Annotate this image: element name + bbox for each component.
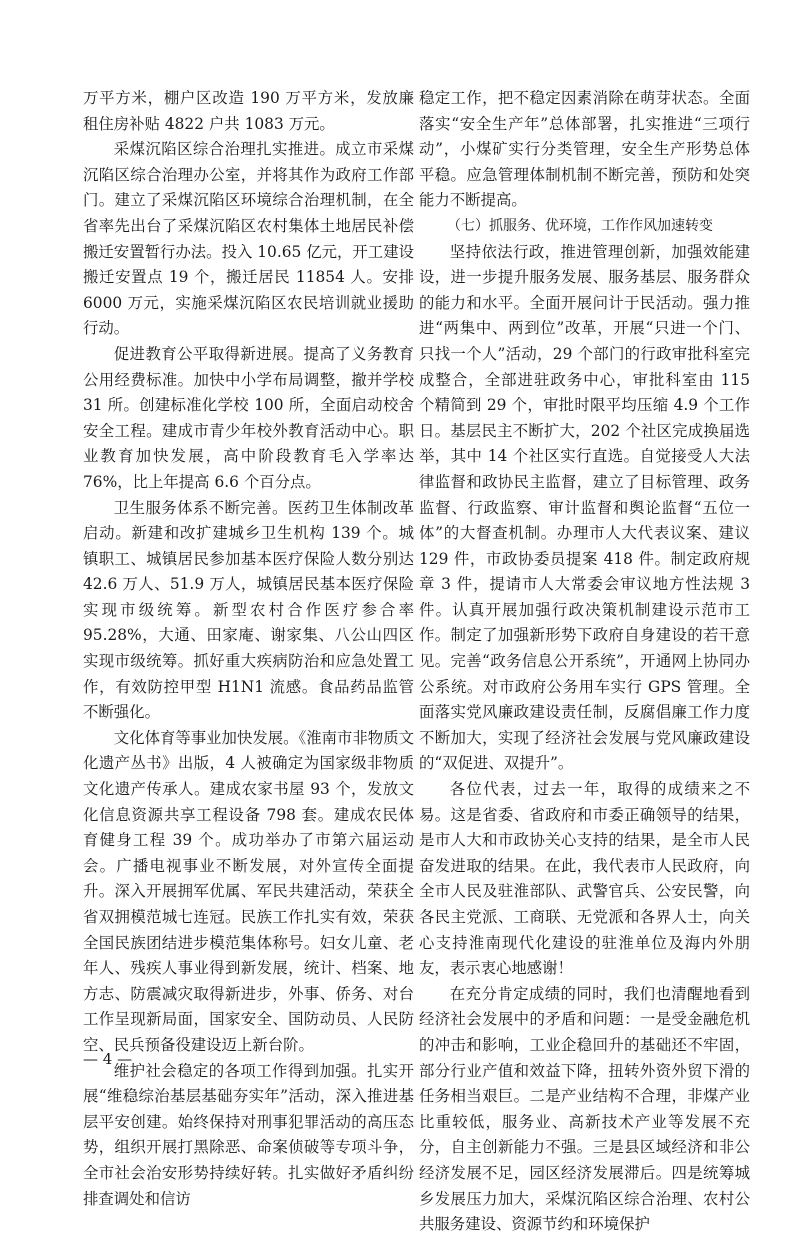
right-column (419, 86, 750, 1238)
paragraph-continuation: 万平方米，棚户区改造 190 万平方米，发放廉租住房补贴 4822 户共 1083 万元。 (83, 89, 414, 133)
paragraph-social-stability: 维护社会稳定的各项工作得到加强。扎实开展“维稳综治基层基础夯实年”活动，深入推进基层平安创建。始终保持对刑事犯罪活动的高压态势，组织开展打黑除恶、命案侦破等专项斗争，全市社会治安形势持续好转。扎实做好矛盾纠纷排查调处和信访 (83, 1061, 414, 1208)
section-heading: （七）抓服务、优环境，工作作风加速转变 (447, 217, 713, 234)
paragraph-continuation: 稳定工作，把不稳定因素消除在萌芽状态。全面落实“安全生产年”总体部署，扎实推进“三项行动”，小煤矿实行分类管理，安全生产形势总体平稳。应急管理体制机制不断完善，预防和处突能力不断提高。 (419, 89, 750, 210)
paragraph-thanks: 各位代表，过去一年，取得的成绩来之不易。这是省委、省政府和市委正确领导的结果，是市人大和市政协关心支持的结果，是全市人民奋发进取的结果。在此，我代表市人民政府，向全市人民及驻淮部队、武警官兵、公安民警，向各民主党派、工商联、无党派和各界人士，向关心支持淮南现代化建设的驻淮单位及海内外朋友，表示衷心地感谢！ (419, 780, 750, 978)
paragraph-problems: 在充分肯定成绩的同时，我们也清醒地看到经济社会发展中的矛盾和问题：一是受金融危机的冲击和影响，工业企稳回升的基础还不牢固，部分行业产值和效益下降，扭转外资外贸下滑的任务相当艰巨。二是产业结构不合理，非煤产业比重较低，服务业、高新技术产业等发展不充分，自主创新能力不强。三是县区域经济和非公经济发展不足，园区经济发展滞后。四是统筹城乡发展压力加大，采煤沉陷区综合治理、农村公共服务建设、资源节约和环境保护 (419, 984, 750, 1234)
left-column (83, 86, 414, 1212)
paragraph-education: 促进教育公平取得新进展。提高了义务教育公用经费标准。加快中小学布局调整，撤并学校 31 所。创建标准化学校 100 所，全面启动校舍安全工程。建成市青少年校外教育活动中心。职业教育加快发展，高中阶段教育毛入学率达 76%，比上年提高 6.6 个百分点。 (83, 344, 414, 491)
page-number: — 4 — (83, 1050, 133, 1068)
paragraph-subsidence-governance: 采煤沉陷区综合治理扎实推进。成立市采煤沉陷区综合治理办公室，并将其作为政府工作部门。建立了采煤沉陷区环境综合治理机制，在全省率先出台了采煤沉陷区农村集体土地居民补偿搬迁安置暂行办法。投入 10.65 亿元，开工建设搬迁安置点 19 个，搬迁居民 11854 人。安排 6000 万元，实施采煤沉陷区农民培训就业援助行动。 (83, 140, 414, 338)
paragraph-health: 卫生服务体系不断完善。医药卫生体制改革启动。新建和改扩建城乡卫生机构 139 个。城镇职工、城镇居民参加基本医疗保险人数分别达 42.6 万人、51.9 万人，城镇居民基本医疗保险实现市级统筹。新型农村合作医疗参合率 95.28%，大通、田家庵、谢家集、八公山四区实现市级统筹。抓好重大疾病防治和应急处置工作，有效防控甲型 H1N1 流感。食品药品监管不断强化。 (83, 498, 414, 722)
paragraph-administration: 坚持依法行政，推进管理创新，加强效能建设，进一步提升服务发展、服务基层、服务群众的能力和水平。全面开展问计于民活动。强力推进“两集中、两到位”改革，开展“只进一个门、只找一个人”活动，29 个部门的行政审批科室完成整合，全部进驻政务中心，审批科室由 115 个精简到 29 个，审批时限平均压缩 4.9 个工作日。基层民主不断扩大，202 个社区完成换届选举，其中 14 个社区实行直选。自觉接受人大法律监督和政协民主监督，建立了目标管理、政务监督、行政监察、审计监督和舆论监督“五位一体”的大督查机制。办理市人大代表议案、建议 129 件，市政协委员提案 418 件。制定政府规章 3 件，提请市人大常委会审议地方性法规 3 件。认真开展加强行政决策机制建设示范市工作。制定了加强新形势下政府自身建设的若干意见。完善“政务信息公开系统”，开通网上协同办公系统。对市政府公务用车实行 GPS 管理。全面落实党风廉政建设责任制，反腐倡廉工作力度不断加大，实现了经济社会发展与党风廉政建设的“双促进、双提升”。 (419, 242, 750, 773)
paragraph-culture-sports: 文化体育等事业加快发展。《淮南市非物质文化遗产丛书》出版，4 人被确定为国家级非物质文化遗产传承人。建成农家书屋 93 个，发放文化信息资源共享工程设备 798 套。建成农民体育健身工程 39 个。成功举办了市第六届运动会。广播电视事业不断发展，对外宣传全面提升。深入开展拥军优属、军民共建活动，荣获全省双拥模范城七连冠。民族工作扎实有效，荣获全国民族团结进步模范集体称号。妇女儿童、老年人、残疾人事业得到新发展，统计、档案、地方志、防震减灾取得新进步，外事、侨务、对台工作呈现新局面，国家安全、国防动员、人民防空、民兵预备役建设迈上新台阶。 (83, 728, 414, 1054)
